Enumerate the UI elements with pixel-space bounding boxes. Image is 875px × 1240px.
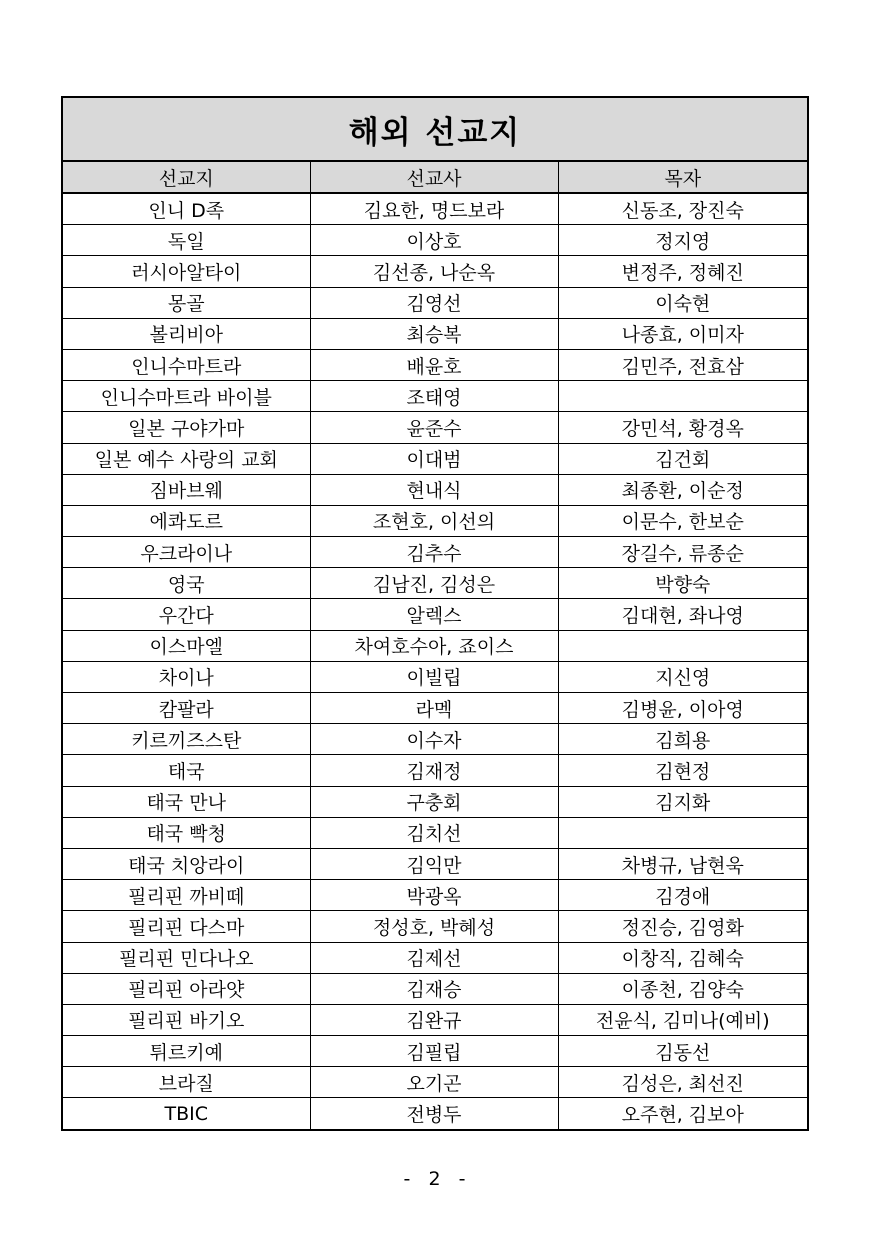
mission-field-cell: 우간다	[62, 599, 310, 630]
table-row	[62, 880, 808, 911]
missionary-cell: 배윤호	[310, 349, 558, 380]
missionary-cell: 알렉스	[310, 599, 558, 630]
pastor-cell: 오주현, 김보아	[558, 1098, 808, 1130]
table-row	[62, 193, 808, 225]
pastor-cell: 최종환, 이순정	[558, 474, 808, 505]
missionary-cell: 김제선	[310, 942, 558, 973]
mission-field-cell: 일본 구야가마	[62, 412, 310, 443]
missionary-cell: 이대범	[310, 443, 558, 474]
pastor-cell: 강민석, 황경옥	[558, 412, 808, 443]
pastor-cell: 나종효, 이미자	[558, 318, 808, 349]
missionary-cell: 윤준수	[310, 412, 558, 443]
mission-field-cell: 독일	[62, 225, 310, 256]
missionary-cell: 조태영	[310, 381, 558, 412]
mission-field-cell: 브라질	[62, 1067, 310, 1098]
column-header-mission-field: 선교지	[62, 161, 310, 193]
mission-field-cell: 필리핀 까비떼	[62, 880, 310, 911]
missionary-cell: 오기곤	[310, 1067, 558, 1098]
table-row	[62, 817, 808, 848]
mission-field-cell: 필리핀 다스마	[62, 911, 310, 942]
missionary-cell: 조현호, 이선의	[310, 505, 558, 536]
missionary-cell: 이수자	[310, 724, 558, 755]
pastor-cell: 김건회	[558, 443, 808, 474]
pastor-cell	[558, 817, 808, 848]
mission-field-cell: TBIC	[62, 1098, 310, 1130]
missionary-cell: 김재정	[310, 755, 558, 786]
missionary-cell: 박광옥	[310, 880, 558, 911]
pastor-cell: 이숙현	[558, 287, 808, 318]
missionary-cell: 김치선	[310, 817, 558, 848]
mission-field-cell: 짐바브웨	[62, 474, 310, 505]
pastor-cell: 변정주, 정혜진	[558, 256, 808, 287]
mission-field-cell: 필리핀 바기오	[62, 1004, 310, 1035]
column-header-pastor: 목자	[558, 161, 808, 193]
pastor-cell: 정지영	[558, 225, 808, 256]
table-row	[62, 443, 808, 474]
table-row	[62, 724, 808, 755]
missionary-cell: 김필립	[310, 1036, 558, 1067]
missionary-cell: 최승복	[310, 318, 558, 349]
missionary-cell: 구충회	[310, 786, 558, 817]
table-row	[62, 942, 808, 973]
table-row	[62, 1067, 808, 1098]
mission-field-cell: 차이나	[62, 661, 310, 692]
mission-field-cell: 태국 치앙라이	[62, 848, 310, 879]
mission-field-cell: 몽골	[62, 287, 310, 318]
mission-table	[61, 96, 809, 1131]
pastor-cell: 김희용	[558, 724, 808, 755]
missionary-cell: 김재승	[310, 973, 558, 1004]
mission-field-cell: 볼리비아	[62, 318, 310, 349]
table-row	[62, 474, 808, 505]
mission-field-cell: 태국 만나	[62, 786, 310, 817]
mission-field-cell: 튀르키예	[62, 1036, 310, 1067]
table-row	[62, 287, 808, 318]
mission-field-cell: 이스마엘	[62, 630, 310, 661]
column-header-missionary: 선교사	[310, 161, 558, 193]
pastor-cell: 박향숙	[558, 568, 808, 599]
table-body	[62, 193, 808, 1130]
table-row	[62, 318, 808, 349]
missionary-cell: 김남진, 김성은	[310, 568, 558, 599]
pastor-cell	[558, 381, 808, 412]
missionary-cell: 이빌립	[310, 661, 558, 692]
pastor-cell: 이종천, 김양숙	[558, 973, 808, 1004]
table-row	[62, 1004, 808, 1035]
mission-field-cell: 필리핀 민다나오	[62, 942, 310, 973]
pastor-cell: 김병윤, 이아영	[558, 693, 808, 724]
table-row	[62, 848, 808, 879]
mission-field-cell: 필리핀 아라얏	[62, 973, 310, 1004]
missionary-cell: 차여호수아, 죠이스	[310, 630, 558, 661]
table-row	[62, 568, 808, 599]
pastor-cell: 김동선	[558, 1036, 808, 1067]
mission-field-cell: 인니 D족	[62, 193, 310, 225]
table-title: 해외 선교지	[62, 97, 808, 161]
pastor-cell	[558, 630, 808, 661]
table-row	[62, 256, 808, 287]
missionary-cell: 김요한, 명드보라	[310, 193, 558, 225]
table-row	[62, 599, 808, 630]
mission-field-cell: 태국	[62, 755, 310, 786]
mission-field-cell: 영국	[62, 568, 310, 599]
page-number: - 2 -	[403, 1168, 472, 1190]
mission-field-cell: 일본 예수 사랑의 교회	[62, 443, 310, 474]
table-row	[62, 630, 808, 661]
table-row	[62, 1098, 808, 1130]
table-row	[62, 381, 808, 412]
mission-field-cell: 인니수마트라	[62, 349, 310, 380]
pastor-cell: 이문수, 한보순	[558, 505, 808, 536]
missionary-cell: 김완규	[310, 1004, 558, 1035]
table-row	[62, 225, 808, 256]
missionary-cell: 이상호	[310, 225, 558, 256]
missionary-cell: 라멕	[310, 693, 558, 724]
pastor-cell: 김지화	[558, 786, 808, 817]
pastor-cell: 장길수, 류종순	[558, 537, 808, 568]
pastor-cell: 김성은, 최선진	[558, 1067, 808, 1098]
table-row	[62, 693, 808, 724]
pastor-cell: 김민주, 전효삼	[558, 349, 808, 380]
pastor-cell: 지신영	[558, 661, 808, 692]
table-row	[62, 911, 808, 942]
pastor-cell: 김대현, 좌나영	[558, 599, 808, 630]
missionary-cell: 현내식	[310, 474, 558, 505]
missionary-cell: 김영선	[310, 287, 558, 318]
mission-field-cell: 태국 빡청	[62, 817, 310, 848]
pastor-cell: 김경애	[558, 880, 808, 911]
table-row	[62, 786, 808, 817]
missionary-cell: 김추수	[310, 537, 558, 568]
table-row	[62, 505, 808, 536]
mission-field-cell: 키르끼즈스탄	[62, 724, 310, 755]
pastor-cell: 전윤식, 김미나(예비)	[558, 1004, 808, 1035]
missionary-cell: 전병두	[310, 1098, 558, 1130]
table-row	[62, 973, 808, 1004]
missionary-cell: 김익만	[310, 848, 558, 879]
mission-field-cell: 캄팔라	[62, 693, 310, 724]
mission-field-cell: 러시아알타이	[62, 256, 310, 287]
table-row	[62, 755, 808, 786]
pastor-cell: 차병규, 남현욱	[558, 848, 808, 879]
pastor-cell: 이창직, 김혜숙	[558, 942, 808, 973]
table-row	[62, 661, 808, 692]
pastor-cell: 신동조, 장진숙	[558, 193, 808, 225]
mission-field-cell: 우크라이나	[62, 537, 310, 568]
pastor-cell: 김현정	[558, 755, 808, 786]
pastor-cell: 정진승, 김영화	[558, 911, 808, 942]
table-row	[62, 537, 808, 568]
table-row	[62, 349, 808, 380]
mission-field-cell: 인니수마트라 바이블	[62, 381, 310, 412]
missionary-cell: 정성호, 박혜성	[310, 911, 558, 942]
table-row	[62, 412, 808, 443]
table-row	[62, 1036, 808, 1067]
missionary-cell: 김선종, 나순옥	[310, 256, 558, 287]
mission-field-cell: 에콰도르	[62, 505, 310, 536]
